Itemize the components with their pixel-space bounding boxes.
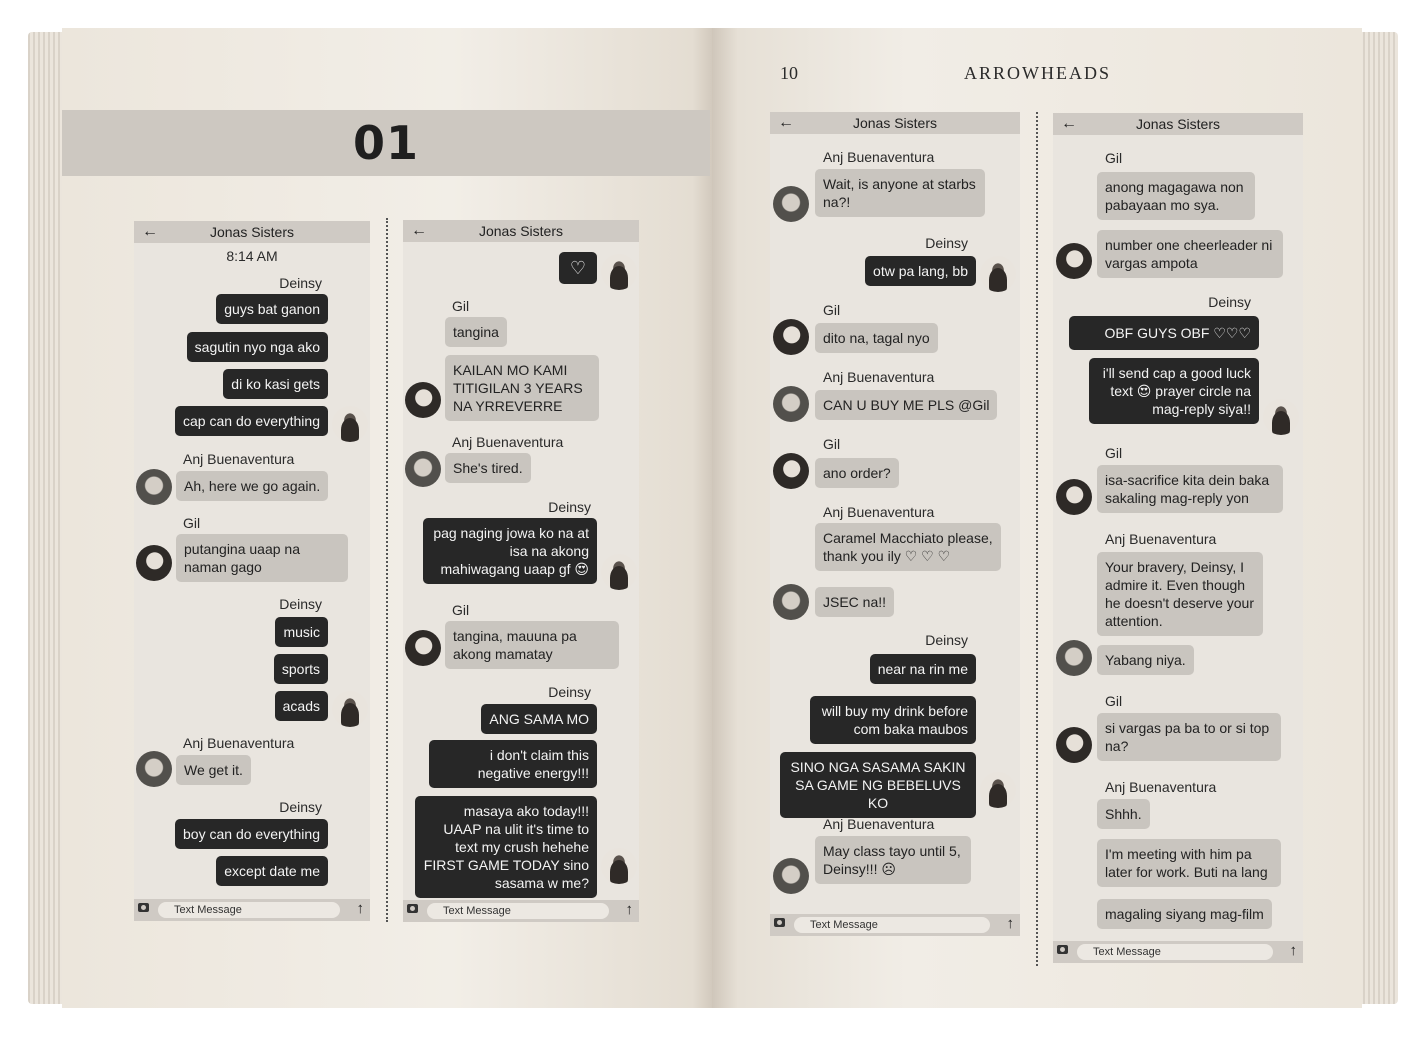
chapter-number: 01 bbox=[352, 116, 419, 170]
deinsy-avatar bbox=[601, 254, 637, 290]
sender-name: Deinsy bbox=[1208, 294, 1251, 310]
gil-avatar bbox=[1056, 243, 1092, 279]
message-bubble: near na rin me bbox=[870, 654, 976, 684]
sender-name: Gil bbox=[183, 515, 201, 531]
text-message-input[interactable]: Text Message bbox=[158, 902, 340, 918]
message-bubble: boy can do everything bbox=[175, 819, 328, 849]
sender-name: Deinsy bbox=[548, 499, 591, 515]
send-arrow-icon[interactable]: ↑ bbox=[625, 901, 633, 918]
sender-name: Deinsy bbox=[279, 596, 322, 612]
sender-name: Gil bbox=[1105, 445, 1123, 461]
chat-header bbox=[770, 112, 1020, 134]
message-bubble: pag naging jowa ko na at isa na akong mahiwagang uaap gf 😍 bbox=[423, 518, 597, 584]
message-bubble: number one cheerleader ni vargas ampota bbox=[1097, 230, 1283, 278]
compose-bar bbox=[770, 914, 1020, 936]
message-bubble: putangina uaap na naman gago bbox=[176, 534, 348, 582]
timestamp: 8:14 AM bbox=[226, 248, 278, 264]
message-bubble: music bbox=[275, 617, 328, 647]
anj-avatar bbox=[1056, 640, 1092, 676]
message-bubble: OBF GUYS OBF ♡♡♡ bbox=[1069, 316, 1259, 350]
sender-name: Gil bbox=[452, 602, 470, 618]
chat-header bbox=[403, 220, 639, 242]
message-bubble: Caramel Macchiato please, thank you ily ♡ ♡ ♡ bbox=[815, 523, 1001, 571]
message-bubble: tangina, mauuna pa akong mamatay bbox=[445, 621, 619, 669]
deinsy-avatar bbox=[1263, 399, 1299, 435]
message-bubble: tangina bbox=[445, 317, 507, 347]
gil-avatar bbox=[773, 453, 809, 489]
compose-bar bbox=[134, 899, 370, 921]
message-bubble: ano order? bbox=[815, 458, 899, 488]
sender-name: Anj Buenaventura bbox=[1105, 779, 1217, 795]
sender-name: Anj Buenaventura bbox=[183, 735, 295, 751]
message-bubble: acads bbox=[275, 691, 328, 721]
camera-icon[interactable] bbox=[138, 903, 149, 912]
camera-icon[interactable] bbox=[1057, 945, 1068, 954]
camera-icon[interactable] bbox=[407, 904, 418, 913]
back-arrow-icon[interactable]: ← bbox=[142, 223, 158, 240]
message-bubble: JSEC na!! bbox=[815, 587, 894, 617]
anj-avatar bbox=[405, 451, 441, 487]
camera-icon[interactable] bbox=[774, 918, 785, 927]
message-bubble: I'm meeting with him pa later for work. Buti na lang bbox=[1097, 839, 1281, 887]
page-edges-right bbox=[1358, 32, 1398, 1004]
message-bubble: masaya ako today!!! UAAP na ulit it's time to text my crush hehehe FIRST GAME TODAY sino sasama w me? bbox=[415, 796, 597, 898]
book-title: ARROWHEADS bbox=[964, 63, 1112, 83]
message-bubble: Yabang niya. bbox=[1097, 645, 1194, 675]
gil-avatar bbox=[773, 319, 809, 355]
sender-name: Gil bbox=[823, 436, 841, 452]
chat-header bbox=[1053, 113, 1303, 135]
anj-avatar bbox=[773, 584, 809, 620]
message-bubble: otw pa lang, bb bbox=[865, 256, 976, 286]
message-bubble: si vargas pa ba to or si top na? bbox=[1097, 713, 1281, 761]
message-bubble: Ah, here we go again. bbox=[176, 471, 328, 501]
message-bubble: Shhh. bbox=[1097, 799, 1150, 829]
back-arrow-icon[interactable]: ← bbox=[411, 222, 427, 239]
message-bubble: sagutin nyo nga ako bbox=[187, 332, 328, 362]
deinsy-avatar bbox=[332, 406, 368, 442]
sender-name: Deinsy bbox=[548, 684, 591, 700]
message-bubble: magaling siyang mag-film bbox=[1097, 899, 1272, 929]
chat-header bbox=[134, 221, 370, 243]
deinsy-avatar bbox=[601, 848, 637, 884]
gil-avatar bbox=[136, 545, 172, 581]
page-number: 10 bbox=[780, 63, 798, 83]
sender-name: Deinsy bbox=[279, 275, 322, 291]
chat-panel-2 bbox=[403, 220, 639, 922]
message-bubble: KAILAN MO KAMI TITIGILAN 3 YEARS NA YRREVERRE bbox=[445, 355, 599, 421]
message-bubble: cap can do everything bbox=[175, 406, 328, 436]
compose-bar bbox=[403, 900, 639, 922]
text-message-input[interactable]: Text Message bbox=[794, 917, 990, 933]
back-arrow-icon[interactable]: ← bbox=[1061, 115, 1077, 132]
compose-bar bbox=[1053, 941, 1303, 963]
message-bubble: guys bat ganon bbox=[216, 294, 328, 324]
chat-panel-3 bbox=[770, 112, 1020, 936]
sender-name: Gil bbox=[823, 302, 841, 318]
message-bubble: except date me bbox=[216, 856, 328, 886]
message-bubble: di ko kasi gets bbox=[223, 369, 328, 399]
sender-name: Anj Buenaventura bbox=[823, 504, 935, 520]
text-message-input[interactable]: Text Message bbox=[1077, 944, 1273, 960]
deinsy-avatar bbox=[980, 772, 1016, 808]
chat-title: Jonas Sisters bbox=[478, 223, 564, 239]
sender-name: Gil bbox=[1105, 150, 1123, 166]
chat-title: Jonas Sisters bbox=[209, 224, 295, 240]
gil-avatar bbox=[405, 630, 441, 666]
gil-avatar bbox=[1056, 479, 1092, 515]
sender-name: Gil bbox=[452, 298, 470, 314]
gil-avatar bbox=[405, 382, 441, 418]
column-divider bbox=[1036, 112, 1038, 966]
sender-name: Anj Buenaventura bbox=[452, 434, 564, 450]
message-bubble: i don't claim this negative energy!!! bbox=[429, 740, 597, 788]
anj-avatar bbox=[136, 751, 172, 787]
gil-avatar bbox=[1056, 727, 1092, 763]
message-bubble: She's tired. bbox=[445, 453, 531, 483]
message-bubble: isa-sacrifice kita dein baka sakaling mag-reply yon bbox=[1097, 465, 1283, 513]
sender-name: Gil bbox=[1105, 693, 1123, 709]
chat-panel-1 bbox=[134, 221, 370, 921]
sender-name: Deinsy bbox=[279, 799, 322, 815]
message-bubble: May class tayo until 5, Deinsy!!! ☹ bbox=[815, 836, 971, 884]
message-bubble: CAN U BUY ME PLS @Gil bbox=[815, 390, 997, 420]
sender-name: Deinsy bbox=[925, 235, 968, 251]
message-bubble: anong magagawa non pabayaan mo sya. bbox=[1097, 172, 1255, 220]
message-bubble: will buy my drink before com baka maubos bbox=[810, 696, 976, 744]
chat-title: Jonas Sisters bbox=[1135, 116, 1221, 132]
sender-name: Anj Buenaventura bbox=[1105, 531, 1217, 547]
message-bubble: ANG SAMA MO bbox=[481, 704, 597, 734]
text-message-input[interactable]: Text Message bbox=[427, 903, 609, 919]
deinsy-avatar bbox=[601, 554, 637, 590]
message-bubble: i'll send cap a good luck text 😍 prayer circle na mag-reply siya!! bbox=[1089, 358, 1259, 424]
anj-avatar bbox=[773, 386, 809, 422]
message-bubble: sports bbox=[274, 654, 328, 684]
chat-panel-4 bbox=[1053, 113, 1303, 963]
chat-title: Jonas Sisters bbox=[852, 115, 938, 131]
message-bubble: We get it. bbox=[176, 755, 251, 785]
column-divider bbox=[386, 218, 388, 922]
message-bubble: Wait, is anyone at starbs na?! bbox=[815, 169, 985, 217]
chapter-band bbox=[62, 110, 710, 176]
anj-avatar bbox=[136, 469, 172, 505]
sender-name: Anj Buenaventura bbox=[823, 149, 935, 165]
heart-reaction-bubble: ♡ bbox=[559, 252, 597, 284]
send-arrow-icon[interactable]: ↑ bbox=[1289, 942, 1297, 959]
sender-name: Anj Buenaventura bbox=[823, 369, 935, 385]
send-arrow-icon[interactable]: ↑ bbox=[1006, 915, 1014, 932]
sender-name: Anj Buenaventura bbox=[823, 816, 935, 832]
back-arrow-icon[interactable]: ← bbox=[778, 114, 794, 131]
deinsy-avatar bbox=[980, 256, 1016, 292]
message-bubble: SINO NGA SASAMA SAKIN SA GAME NG BEBELUVS KO bbox=[780, 752, 976, 818]
anj-avatar bbox=[773, 186, 809, 222]
sender-name: Deinsy bbox=[925, 632, 968, 648]
send-arrow-icon[interactable]: ↑ bbox=[356, 900, 364, 917]
sender-name: Anj Buenaventura bbox=[183, 451, 295, 467]
deinsy-avatar bbox=[332, 691, 368, 727]
anj-avatar bbox=[773, 858, 809, 894]
message-bubble: dito na, tagal nyo bbox=[815, 323, 938, 353]
message-bubble: Your bravery, Deinsy, I admire it. Even though he doesn't deserve your attention. bbox=[1097, 552, 1263, 636]
